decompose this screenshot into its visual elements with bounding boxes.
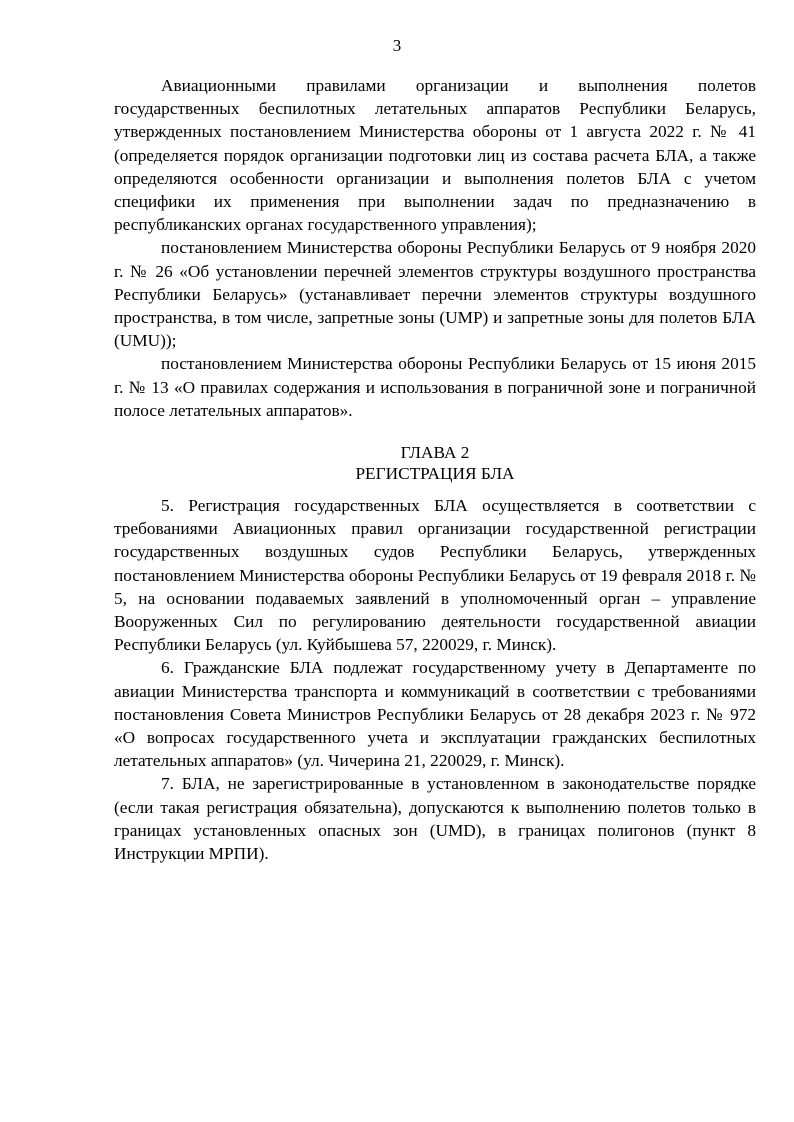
- chapter-number: ГЛАВА 2: [400, 443, 470, 463]
- paragraph-item-6: 6. Гражданские БЛА подлежат государственному учету в Департаменте по авиации Министерства транспорта и коммуникаций в соответствии с требованиями постановления Совета Министров Республики Беларусь от 28 декабря 2023 г. № 972 «О вопросах государственного учета и эксплуатации гражданских беспилотных летательных аппаратов» (ул. Чичерина 21, 220029, г. Минск).: [114, 658, 756, 771]
- paragraph-airspace-resolution: постановлением Министерства обороны Республики Беларусь от 9 ноября 2020 г. № 26 «Об установлении перечней элементов структуры воздушного пространства Республики Беларусь» (устанавливает перечни элементов структуры воздушного пространства, в том числе, запретные зоны (UMP) и запретные зоны для полетов БЛА (UMU));: [114, 238, 756, 351]
- chapter-heading: [114, 442, 756, 484]
- chapter-title: РЕГИСТРАЦИЯ БЛА: [355, 464, 515, 484]
- page-number: 3: [392, 36, 402, 55]
- paragraph-item-5: 5. Регистрация государственных БЛА осуществляется в соответствии с требованиями Авиационных правил организации государственной регистрации государственных воздушных судов Республики Беларусь, утвержденных постановлением Министерства обороны Республики Беларусь от 19 февраля 2018 г. № 5, на основании подаваемых заявлений в уполномоченный орган – управление Вооруженных Сил по регулированию деятельности государственной авиации Республики Беларусь (ул. Куйбышева 57, 220029, г. Минск).: [114, 496, 756, 655]
- paragraph-border-zone-resolution: постановлением Министерства обороны Республики Беларусь от 15 июня 2015 г. № 13 «О правилах содержания и использования в пограничной зоне и пограничной полосе летательных аппаратов».: [114, 354, 756, 420]
- document-body: [114, 74, 756, 865]
- paragraph-aviation-rules: Авиационными правилами организации и выполнения полетов государственных беспилотных летательных аппаратов Республики Беларусь, утвержденных постановлением Министерства обороны от 1 августа 2022 г. № 41 (определяется порядок организации подготовки лиц из состава расчета БЛА, а также определяются особенности организации и выполнения полетов БЛА с учетом специфики их применения при выполнении задач по предназначению в республиканских органах государственного управления);: [114, 76, 756, 235]
- paragraph-item-7: 7. БЛА, не зарегистрированные в установленном в законодательстве порядке (если такая регистрация обязательна), допускаются к выполнению полетов только в границах установленных опасных зон (UMD), в границах полигонов (пункт 8 Инструкции МРПИ).: [114, 774, 756, 864]
